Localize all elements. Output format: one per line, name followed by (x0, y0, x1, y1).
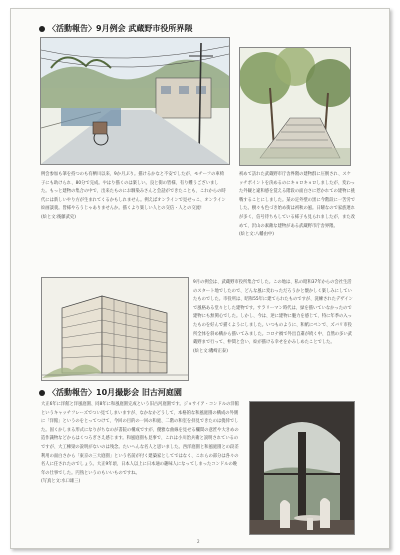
article-credit-yahata: (絵と文:八幡由中) (239, 232, 274, 238)
section-heading-text: 〈活動報告〉10月撮影会 旧古河庭園 (48, 388, 182, 397)
city-hall-sketch-art (42, 278, 188, 380)
article-body-goto: 例会参加も筆を持つのも有栖川以来、9か月ぶり。描けるかなと不安でしたが、モチーフの車椅子にも助けられ、80分で完成。やはり描くのは楽しい。良と街の皆様、有り難うございました。もっと建物の集合の中で、出来たものにお馴染みさんと会話ができたことも、これからの時代には新しいやり方が生まれてくるかもしれません。例えばオンラインで見せっこ、オンライン絵画談義。皆様やろうじゃありませんか。描くより楽しい人との交信・人との交流! (41, 172, 226, 212)
article-body-yahata: 初めて訪れた武蔵野市庁舎界隈の建物群に圧倒され、スケッチポイントを決めるのにキョロキョロしましたが、変わった外観と違和感を覚える階段の面白さに惹かれての建物に挑戦することにしました。某の定外壁の黒に今階段に一苦労でした。樹々も色づき始め街は初秋の風。日曜なので家族連れが多く、信号待ちもしている様子も見られましたが、また改めて、沢山の素敵な建物がある武蔵野市庁舎界隈。 (239, 172, 355, 229)
photo-furukawa-garden-veranda (249, 401, 355, 535)
newsletter-page (10, 8, 390, 549)
article-text-mizuguchi (41, 401, 241, 533)
section-heading-october (39, 387, 182, 398)
article-text-isozaki (193, 279, 355, 379)
sketch-stairs-trees (239, 47, 351, 166)
article-body-mizuguchi: 大正6年に洋館と洋風庭園、同8年に和風庭園完成という旧古河庭園です。ジョサイア・コンドルの洋館というキャッチフレーズでつい見てしまいますが、なかなかどうして、本格的な和風庭園の構成の外側に「洋館」というのをとってつけて、今回の目的の一回の和庭、二階の和室を拝見できたのは僥倖でした。固くかしまる形式になりがちなのが書院の構成ですが、優雅な曲線を見せる欄間の意匠や大きめの造作識物などからはくつろぎさえ感じます。和風庭園も見事で、これは小川治兵衛と説明されているのですが、大工棟梁の説明がないのは残念。たいへんな名人と思いました。西洋庭園と和風庭園との段差利用の面白さから「東京の三大庭園」という名前が付く建築家としてではなく、これらの部分は各々の名人に任されたのでしょう。大正9年頃、日本人以上に日本通の趣味人になってしまったコンドルの晩年の仕事でした。円熟というのもいいものですね。 (41, 402, 239, 476)
street-sketch-art (41, 38, 229, 164)
stairs-sketch-art (240, 48, 350, 165)
sketch-city-hall (41, 277, 189, 381)
bullet-icon (39, 26, 45, 32)
article-credit-isozaki: (絵と文:磯崎正泰) (193, 348, 228, 354)
veranda-photo-art (250, 402, 354, 534)
page-number: 2 (197, 539, 200, 544)
article-credit-mizuguchi: (写真と文:水口雄三) (41, 479, 81, 485)
section-heading-september (39, 23, 192, 34)
article-text-goto (41, 171, 227, 275)
bullet-icon (39, 390, 45, 396)
sketch-street-wheelchair (40, 37, 230, 165)
article-credit-goto: (絵と文:後藤武史) (41, 214, 76, 220)
article-body-isozaki: 9月の例会は、武蔵野市役所集合でした。この地は、私の昭和37年からの会社生活のスタート地でしたので、どんな風に変わっただろうかと懐かしく楽しみにしていたものでした。市役所は、昭和55年に建てられたものですが、洗練されたデザインで風格ある堂々とした建物です。サラリーマン時代は、緑を描いていなかったので建物にも無関心でした。しかし、今は、逆に建物に魅力を感じて、特に年季の入ったものを好んで描くようにしました。いつものように、和紙にペンで、ズバリ市役所全体を斜め構から描いてみました。コロナ禍で外出自粛が続く中、自然の多い武蔵野まで行って、仲間と会い、絵が描ける幸せをかみしめたことでした。 (193, 280, 353, 346)
section-heading-text: 〈活動報告〉9月例会 武蔵野市役所界隈 (48, 24, 193, 33)
article-text-yahata (239, 171, 355, 275)
